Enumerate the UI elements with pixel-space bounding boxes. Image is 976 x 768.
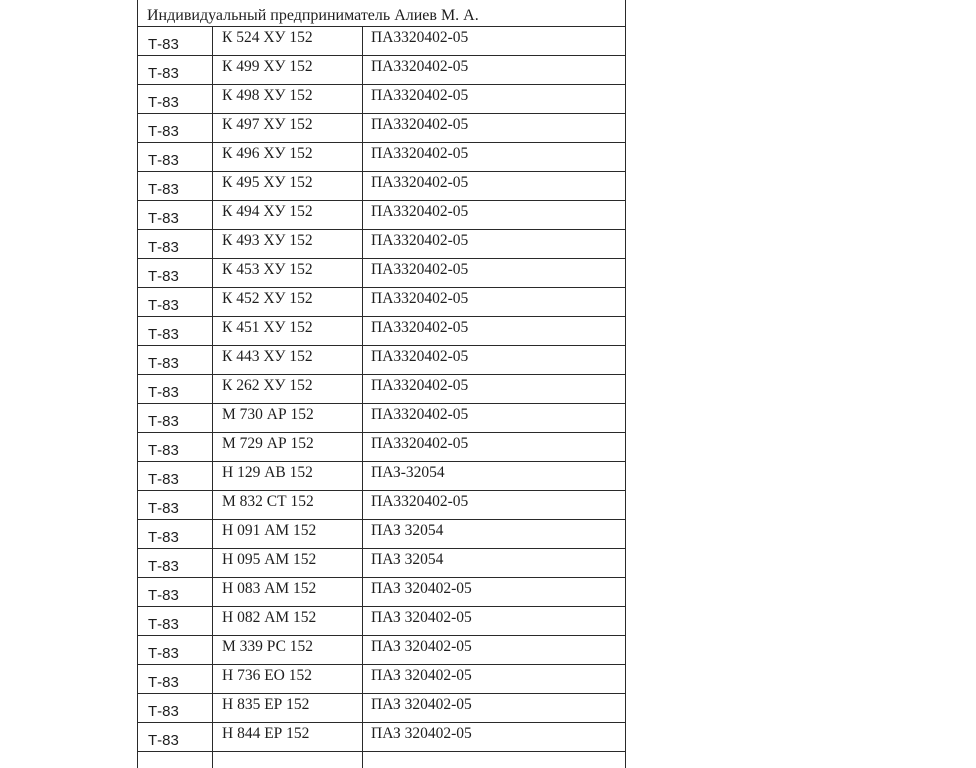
model-cell: ПА3320402-05 [363, 85, 626, 114]
table-row [138, 143, 626, 172]
plate-cell: К 494 ХУ 152 [213, 201, 363, 230]
route-cell: Т-83 [138, 317, 213, 346]
route-cell: Т-83 [138, 288, 213, 317]
plate-cell: М 339 РС 152 [213, 636, 363, 665]
route-cell: Т-83 [138, 230, 213, 259]
table-row [138, 346, 626, 375]
route-cell: Т-83 [138, 404, 213, 433]
route-cell: Т-83 [138, 346, 213, 375]
plate-cell: К 453 ХУ 152 [213, 259, 363, 288]
cut-off-row [138, 752, 626, 768]
model-cell: ПАЗ 32054 [363, 549, 626, 578]
model-cell: ПАЗ 320402-05 [363, 665, 626, 694]
empty-cell [363, 752, 626, 768]
table-row [138, 462, 626, 491]
route-cell: Т-83 [138, 201, 213, 230]
plate-cell: К 451 ХУ 152 [213, 317, 363, 346]
table-row [138, 230, 626, 259]
model-cell: ПА3320402-05 [363, 143, 626, 172]
route-cell: Т-83 [138, 462, 213, 491]
plate-cell: Н 129 АВ 152 [213, 462, 363, 491]
table-row [138, 375, 626, 404]
route-cell: Т-83 [138, 723, 213, 752]
route-cell: Т-83 [138, 56, 213, 85]
plate-cell: М 729 АР 152 [213, 433, 363, 462]
model-cell: ПАЗ 32054 [363, 520, 626, 549]
table-row [138, 723, 626, 752]
plate-cell: К 493 ХУ 152 [213, 230, 363, 259]
plate-cell: К 496 ХУ 152 [213, 143, 363, 172]
model-cell: ПА3320402-05 [363, 56, 626, 85]
table-row [138, 114, 626, 143]
route-cell: Т-83 [138, 433, 213, 462]
route-cell: Т-83 [138, 259, 213, 288]
table-row [138, 636, 626, 665]
route-cell: Т-83 [138, 114, 213, 143]
model-cell: ПА3320402-05 [363, 259, 626, 288]
plate-cell: К 443 ХУ 152 [213, 346, 363, 375]
plate-cell: Н 091 АМ 152 [213, 520, 363, 549]
model-cell: ПА3320402-05 [363, 172, 626, 201]
route-cell: Т-83 [138, 607, 213, 636]
table-row [138, 259, 626, 288]
model-cell: ПАЗ 320402-05 [363, 578, 626, 607]
model-cell: ПА3320402-05 [363, 27, 626, 56]
plate-cell: К 452 ХУ 152 [213, 288, 363, 317]
route-cell: Т-83 [138, 27, 213, 56]
route-cell: Т-83 [138, 491, 213, 520]
route-cell: Т-83 [138, 375, 213, 404]
route-cell: Т-83 [138, 549, 213, 578]
plate-cell: Н 095 АМ 152 [213, 549, 363, 578]
empty-cell [213, 752, 363, 768]
vehicle-table-body [138, 0, 626, 768]
vehicle-table [137, 0, 626, 768]
table-row [138, 433, 626, 462]
route-cell: Т-83 [138, 636, 213, 665]
plate-cell: К 497 ХУ 152 [213, 114, 363, 143]
route-cell: Т-83 [138, 85, 213, 114]
route-cell: Т-83 [138, 520, 213, 549]
table-row [138, 56, 626, 85]
model-cell: ПА3320402-05 [363, 230, 626, 259]
route-cell: Т-83 [138, 665, 213, 694]
model-cell: ПА3320402-05 [363, 114, 626, 143]
model-cell: ПА3320402-05 [363, 288, 626, 317]
route-cell: Т-83 [138, 143, 213, 172]
model-cell: ПАЗ 320402-05 [363, 723, 626, 752]
model-cell: ПА3320402-05 [363, 317, 626, 346]
table-row [138, 201, 626, 230]
model-cell: ПА3320402-05 [363, 491, 626, 520]
model-cell: ПАЗ 320402-05 [363, 607, 626, 636]
plate-cell: К 524 ХУ 152 [213, 27, 363, 56]
model-cell: ПА3320402-05 [363, 201, 626, 230]
model-cell: ПАЗ 320402-05 [363, 694, 626, 723]
empty-cell [138, 752, 213, 768]
model-cell: ПА3320402-05 [363, 433, 626, 462]
route-cell: Т-83 [138, 172, 213, 201]
route-cell: Т-83 [138, 578, 213, 607]
plate-cell: Н 835 ЕР 152 [213, 694, 363, 723]
model-cell: ПА3320402-05 [363, 346, 626, 375]
table-row [138, 578, 626, 607]
owner-header: Индивидуальный предприниматель Алиев М. А. [138, 0, 626, 27]
table-row [138, 172, 626, 201]
plate-cell: М 832 СТ 152 [213, 491, 363, 520]
table-row [138, 317, 626, 346]
model-cell: ПАЗ-32054 [363, 462, 626, 491]
table-row [138, 491, 626, 520]
model-cell: ПАЗ 320402-05 [363, 636, 626, 665]
plate-cell: Н 082 АМ 152 [213, 607, 363, 636]
table-row [138, 549, 626, 578]
table-row [138, 607, 626, 636]
table-row [138, 665, 626, 694]
table-row [138, 404, 626, 433]
plate-cell: К 499 ХУ 152 [213, 56, 363, 85]
plate-cell: Н 736 ЕО 152 [213, 665, 363, 694]
plate-cell: Н 083 АМ 152 [213, 578, 363, 607]
table-row [138, 27, 626, 56]
table-row [138, 520, 626, 549]
plate-cell: М 730 АР 152 [213, 404, 363, 433]
owner-header-row [138, 0, 626, 27]
plate-cell: К 495 ХУ 152 [213, 172, 363, 201]
table-row [138, 85, 626, 114]
table-row [138, 288, 626, 317]
model-cell: ПА3320402-05 [363, 375, 626, 404]
plate-cell: К 498 ХУ 152 [213, 85, 363, 114]
route-cell: Т-83 [138, 694, 213, 723]
table-row [138, 694, 626, 723]
model-cell: ПА3320402-05 [363, 404, 626, 433]
plate-cell: Н 844 ЕР 152 [213, 723, 363, 752]
plate-cell: К 262 ХУ 152 [213, 375, 363, 404]
